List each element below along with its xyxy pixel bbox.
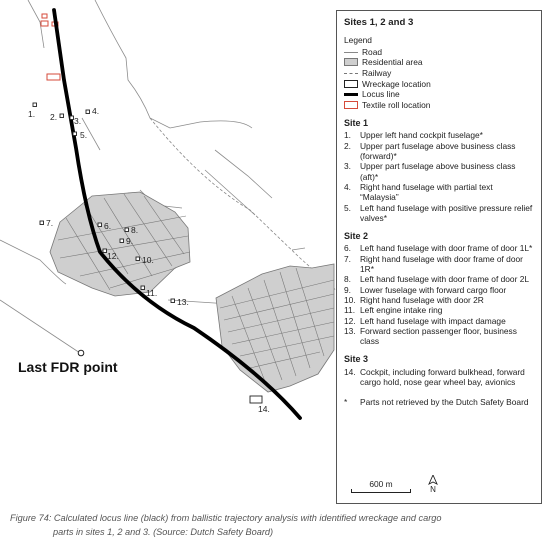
wreckage-13-marker <box>171 299 175 303</box>
label-13: 13. <box>177 297 189 307</box>
north-arrow-icon <box>428 475 438 485</box>
legend-locus: Locus line <box>344 89 533 100</box>
label-2: 2. <box>50 112 58 122</box>
legend-panel <box>336 10 542 504</box>
label-1: 1. <box>28 109 36 119</box>
scale-label: 600 m <box>369 478 393 489</box>
scale-bar <box>351 479 411 493</box>
residential-area-site3 <box>216 264 334 392</box>
site1-list <box>344 130 533 223</box>
label-14: 14. <box>258 404 270 414</box>
legend-road: Road <box>344 47 533 58</box>
north-label: N <box>430 484 436 494</box>
site2-list <box>344 243 533 346</box>
list-item: 6. Left hand fuselage with door frame of door 1L* <box>344 243 533 254</box>
wreckage-7-marker <box>40 221 44 225</box>
legend-railway: Railway <box>344 68 533 79</box>
residential-symbol <box>344 58 358 66</box>
list-item: 14. Cockpit, including forward bulkhead, forward cargo hold, nose gear wheel bay, avionics <box>344 366 525 387</box>
wreckage-10-marker <box>136 257 140 261</box>
locus-symbol <box>344 93 358 96</box>
caption-line-2: parts in sites 1, 2 and 3. (Source: Dutch Safety Board) <box>53 526 274 537</box>
label-4: 4. <box>92 106 100 116</box>
label-5: 5. <box>80 130 88 140</box>
label-11: 11. <box>146 288 158 298</box>
residential-area-site2 <box>50 192 190 296</box>
label-7: 7. <box>46 218 54 228</box>
site3-title: Site 3 <box>344 354 369 365</box>
wreckage-3-marker <box>70 116 74 120</box>
list-item: 1. Upper left hand cockpit fuselage* <box>344 130 483 141</box>
list-item: 12. Left hand fuselage with impact damage <box>344 315 506 326</box>
label-3: 3. <box>74 116 82 126</box>
list-item: 10. Right hand fuselage with door 2R <box>344 294 484 305</box>
wreckage-2-marker <box>60 114 64 118</box>
wreckage-9-marker <box>120 239 124 243</box>
fdr-point-marker <box>78 350 84 356</box>
wreckage-12-marker <box>103 249 107 253</box>
site3-list <box>344 367 533 388</box>
list-item: 7. Right hand fuselage with door frame of door 1R* <box>344 253 523 275</box>
label-10: 10. <box>142 255 154 265</box>
list-item: 4. Right hand fuselage with partial text “Malaysia” <box>344 181 493 203</box>
legend-wreckage: Wreckage location <box>344 78 533 89</box>
label-12: 12. <box>107 251 119 261</box>
wreckage-1-marker <box>33 103 37 107</box>
railway-symbol <box>344 73 358 74</box>
last-fdr-point-label: Last FDR point <box>18 359 118 375</box>
north-arrow <box>427 475 439 495</box>
wreckage-4-marker <box>86 110 90 114</box>
list-item: 5. Left hand fuselage with positive pressure relief valves* <box>344 202 533 223</box>
scale-line <box>351 489 411 493</box>
site2-title: Site 2 <box>344 231 369 242</box>
label-6: 6. <box>104 221 112 231</box>
wreckage-5-marker <box>73 132 77 136</box>
wreckage-11-marker <box>141 286 145 290</box>
legend-textile: Textile roll location <box>344 100 533 111</box>
wreckage-14-marker <box>250 396 262 403</box>
caption-line-1: Figure 74: Calculated locus line (black) from ballistic trajectory analysis with identified wreckage and cargo <box>10 513 442 523</box>
road-symbol <box>344 52 358 53</box>
site1-title: Site 1 <box>344 118 369 129</box>
list-item: 11. Left engine intake ring <box>344 305 443 316</box>
wreckage-symbol <box>344 80 358 88</box>
legend-title: Sites 1, 2 and 3 <box>344 17 414 28</box>
footnote: * Parts not retrieved by the Dutch Safety Board <box>344 397 529 408</box>
list-item: 9. Lower fuselage with forward cargo floor <box>344 284 507 295</box>
figure-caption <box>10 512 546 539</box>
list-item: 13. Forward section passenger floor, business class <box>344 325 517 347</box>
label-8: 8. <box>131 225 139 235</box>
list-item: 2. Upper part fuselage above business class (forward)* <box>344 140 516 162</box>
legend-heading: Legend <box>344 35 372 46</box>
list-item: 3. Upper part fuselage above business class (aft)* <box>344 161 516 182</box>
legend-residential: Residential area <box>344 57 533 68</box>
textile-symbol <box>344 101 358 109</box>
wreckage-8-marker <box>125 228 129 232</box>
list-item: 8. Left hand fuselage with door frame of door 2L <box>344 274 530 285</box>
wreckage-6-marker <box>98 223 102 227</box>
label-9: 9. <box>126 236 134 246</box>
